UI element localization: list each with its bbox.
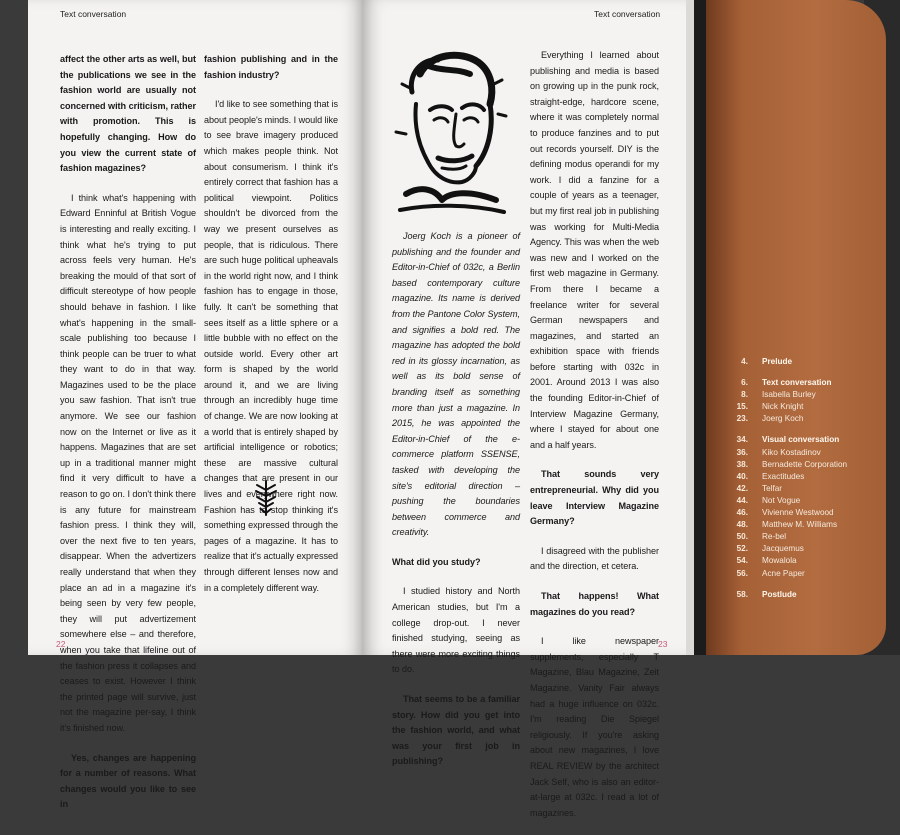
- toc-page-number: 58.: [736, 589, 748, 599]
- toc-item[interactable]: [718, 568, 878, 580]
- toc-item[interactable]: [718, 447, 878, 459]
- toc-label: Joerg Koch: [762, 414, 804, 424]
- toc-page-number: 46.: [736, 508, 748, 518]
- interview-answer: I studied history and North American studies, but I'm a college drop-out. I never finished studying, seeing as there were more exciting things to do.: [392, 586, 520, 675]
- portrait-caption: Joerg Koch is a pioneer of publishing and the founder and Editor-in-Chief of 032c, a Berlin based contemporary culture magazine. Its name is derived from the Pantone Color System, and signifies a bold red. The magazine has adopted the bold red in its glossy incarnation, as well as its bold sense of branding itself as something more than just a magazine. In 2015, he was appointed the Editor-in-Chief of the e-commerce platform SSENSE, tasked with developing the site's editorial direction – pushing the boundaries between commerce and creativity.: [392, 231, 520, 538]
- toc-label: Jacquemus: [762, 544, 804, 554]
- toc-spacer: [718, 425, 878, 434]
- toc-item[interactable]: [718, 434, 878, 446]
- interview-question: fashion publishing and in the fashion industry?: [204, 54, 338, 80]
- toc-item[interactable]: [718, 519, 878, 531]
- toc-label: Text conversation: [762, 378, 832, 388]
- toc-item[interactable]: [718, 389, 878, 401]
- toc-item[interactable]: [718, 483, 878, 495]
- toc-label: Mowalola: [762, 556, 797, 566]
- toc-item[interactable]: [718, 555, 878, 567]
- toc-page-number: 6.: [741, 378, 748, 388]
- toc-page-number: 48.: [736, 520, 748, 530]
- toc-item[interactable]: [718, 471, 878, 483]
- toc-label: Isabella Burley: [762, 390, 816, 400]
- toc-item[interactable]: [718, 589, 878, 601]
- toc-page-number: 15.: [736, 402, 748, 412]
- left-column-2: [204, 52, 338, 610]
- toc-item[interactable]: [718, 543, 878, 555]
- toc-item[interactable]: [718, 531, 878, 543]
- toc-label: Exactitudes: [762, 471, 805, 481]
- toc-label: Postlude: [762, 589, 797, 599]
- toc-page-number: 50.: [736, 532, 748, 542]
- fishbone-ornament-icon: [253, 479, 279, 519]
- toc-item[interactable]: [718, 401, 878, 413]
- toc-label: Kiko Kostadinov: [762, 447, 821, 457]
- toc-page-number: 52.: [736, 544, 748, 554]
- interview-answer: I think what's happening with Edward Enninful at British Vogue is interesting and really exciting. I think what he's trying to put across feels very human. He's breaking the mould of that sort of difficult stereotype of how people should behave in fashion. I like what's happening in the small-scale publishing too because I think people can be truer to what they want to do in that way. Magazines used to be the place you saw fashion. That isn't true anymore. We see our fashion now on the Internet or live as it happens. Magazines that are set up in a traditional manner might find it very difficult to have a reason to go on. I don't think there is any future for mainstream fashion press. I think they will, over the next five to ten years, disappear. When the advertizers really understand that when they place an ad in a magazine it's being seen by very few people, they will put advertizement somewhere else – and therefore, when you take that lifeline out of the fashion press it collapses and ceases to exist. However I think the printed page will survive, just not the magazine per-say, I think it's finished now.: [60, 192, 196, 733]
- page-number-left: 22: [56, 639, 66, 649]
- interview-question: Yes, changes are happening for a number of reasons. What changes would you like to see in: [60, 752, 196, 810]
- interview-question: affect the other arts as well, but the publications we see in the fashion world are usually not concerned with criticism, rather with promotion. This is hopefully changing. How do you view the current state of fashion magazines?: [60, 54, 196, 174]
- left-page: [28, 0, 362, 810]
- interview-answer: I disagreed with the publisher and the direction, et cetera.: [530, 545, 659, 572]
- page-number-right: 23: [658, 639, 668, 649]
- toc-label: Bernadette Corporation: [762, 459, 848, 469]
- toc-page-number: 38.: [736, 459, 748, 469]
- toc-item[interactable]: [718, 495, 878, 507]
- toc-page-number: 34.: [736, 435, 748, 445]
- interview-question: That seems to be a familiar story. How did you get into the fashion world, and what was your first job in publishing?: [392, 694, 520, 767]
- running-head-left: Text conversation: [60, 9, 127, 19]
- interview-answer: I like newspaper supplements, especially T Magazine, Blau Magazine, Zeit Magazine. Vanity Fair always had a huge influence on 032c. I'm reading Die Spiegel religiously. If you're asking about new magazines, I love REAL REVIEW by the architect Jack Self, who is also an editor-at-large at 032c. I read a lot of magazines.: [530, 636, 659, 818]
- toc-item[interactable]: [718, 459, 878, 471]
- toc-page-number: 44.: [736, 495, 748, 505]
- toc-label: Re-bel: [762, 532, 787, 542]
- table-of-contents: [718, 356, 878, 601]
- toc-item[interactable]: [718, 356, 878, 368]
- running-head-right: Text conversation: [594, 9, 661, 19]
- toc-label: Matthew M. Williams: [762, 520, 838, 530]
- portrait-illustration: [390, 44, 512, 222]
- toc-page-number: 40.: [736, 471, 748, 481]
- interview-answer: Everything I learned about publishing and media is based on growing up in the punk rock, straight-edge, hardcore scene, where it was completely normal to produce fanzines and to put out records yourself. DIY is the defining modus operandi for my work. I did a fanzine for a couple of years as a teenager, but my first real job in publishing was working for Multi-Media Agency. This was when the web was new and I worked on the first web magazine in Germany. From there I became a freelance writer for several German newspapers and magazines, and started an exhibition space with friends before starting with 032c in 2001. Around 2013 I was also the founding Editor-in-Chief of Interview Magazine Germany, where I stayed for about one and a half years.: [530, 50, 659, 450]
- right-column-2: [530, 48, 659, 835]
- toc-label: Acne Paper: [762, 568, 805, 578]
- toc-spacer: [718, 368, 878, 377]
- toc-page-number: 36.: [736, 447, 748, 457]
- toc-spacer: [718, 580, 878, 589]
- right-column-1: [392, 229, 520, 784]
- toc-item[interactable]: [718, 507, 878, 519]
- toc-page-number: 56.: [736, 568, 748, 578]
- toc-page-number: 8.: [741, 390, 748, 400]
- right-page: [362, 0, 694, 818]
- toc-label: Vivienne Westwood: [762, 508, 834, 518]
- toc-page-number: 54.: [736, 556, 748, 566]
- interview-question: What did you study?: [392, 556, 481, 567]
- toc-label: Telfar: [762, 483, 783, 493]
- toc-page-number: 23.: [736, 414, 748, 424]
- toc-label: Nick Knight: [762, 402, 804, 412]
- toc-label: Not Vogue: [762, 495, 801, 505]
- left-column-1: [60, 52, 196, 827]
- toc-item[interactable]: [718, 413, 878, 425]
- toc-item[interactable]: [718, 377, 878, 389]
- interview-question: That happens! What magazines do you read?: [530, 591, 659, 617]
- toc-label: Visual conversation: [762, 435, 840, 445]
- toc-page-number: 42.: [736, 483, 748, 493]
- toc-label: Prelude: [762, 357, 793, 366]
- interview-answer: I'd like to see something that is about people's minds. I would like to see brave imagery produced which makes people think. Not about consumerism. I think it's entirely correct that fashion has a political viewpoint. Politics shouldn't be divorced from the way we present ourselves as people, that is ridiculous. There are such huge political upheavals in the world right now, and I think fashion has to engage in those, fully. It can't be something that sees itself as a little sphere or a little bubble with no effect on the outside world. Every other art form is shaped by the world around it, and we are living through an incredibly huge time of change. We are now looking at a world that is entirely shaped by artificial intelligence or robotics; these are massive cultural changes that are present in our lives and everywhere right now. Fashion has to stop thinking it's something expressed through the pages of a magazine. It has to realize that it's actually expressed through different lenses now and in a completely different way.: [204, 99, 338, 593]
- interview-question: That sounds very entrepreneurial. Why did you leave Interview Magazine Germany?: [530, 469, 659, 527]
- toc-page-number: 4.: [741, 357, 748, 366]
